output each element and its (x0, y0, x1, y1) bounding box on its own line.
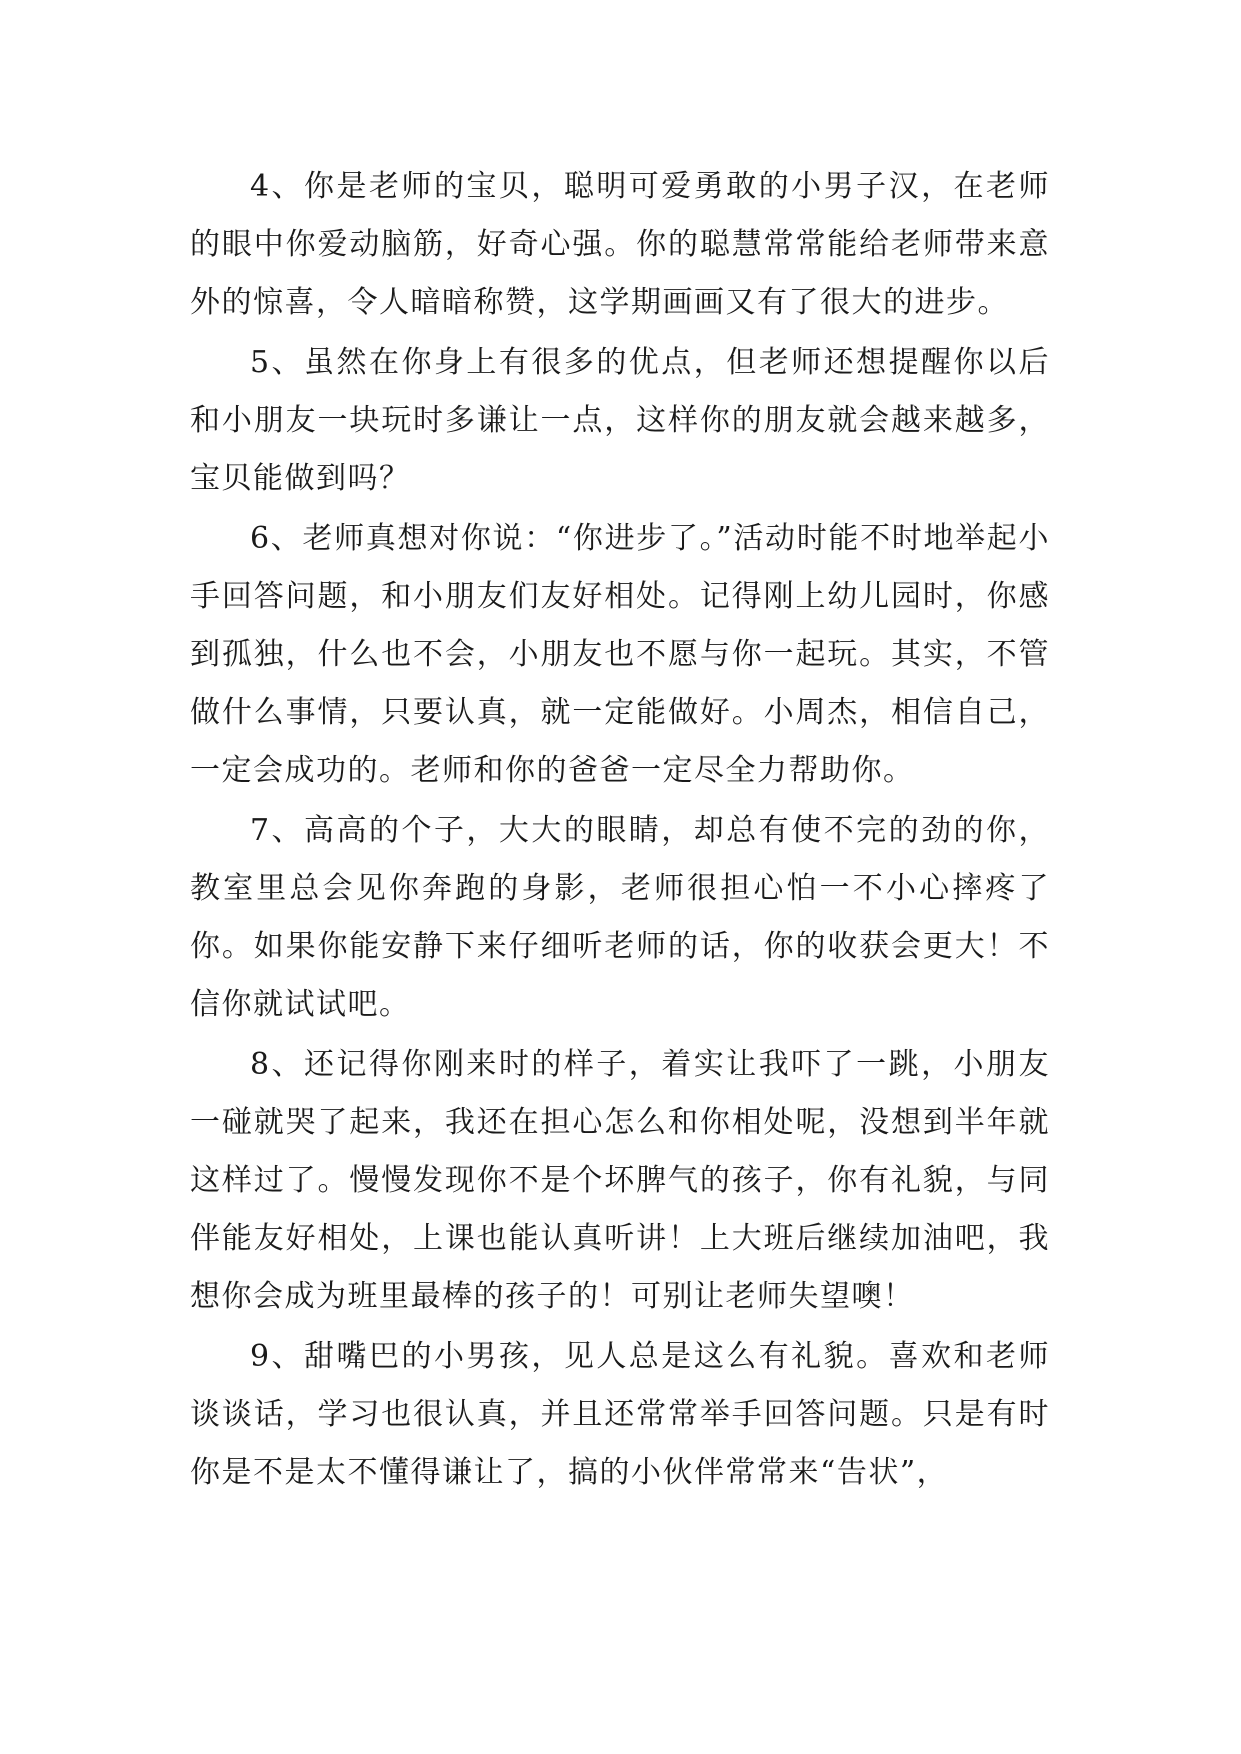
paragraph-6: 6、老师真想对你说：“你进步了。”活动时能不时地举起小手回答问题，和小朋友们友好相处。记得刚上幼儿园时，你感到孤独，什么也不会，小朋友也不愿与你一起玩。其实，不管做什么事情，只要认真，就一定能做好。小周杰，相信自己，一定会成功的。老师和你的爸爸一定尽全力帮助你。 (190, 521, 1050, 788)
paragraph-4: 4、你是老师的宝贝，聪明可爱勇敢的小男子汉，在老师的眼中你爱动脑筋，好奇心强。你的聪慧常常能给老师带来意外的惊喜，令人暗暗称赞，这学期画画又有了很大的进步。 (190, 169, 1050, 320)
paragraph-5: 5、虽然在你身上有很多的优点，但老师还想提醒你以后和小朋友一块玩时多谦让一点，这样你的朋友就会越来越多，宝贝能做到吗？ (190, 345, 1050, 496)
paragraph-7: 7、高高的个子，大大的眼睛，却总有使不完的劲的你，教室里总会见你奔跑的身影，老师很担心怕一不小心摔疼了你。如果你能安静下来仔细听老师的话，你的收获会更大！不信你就试试吧。 (190, 813, 1050, 1022)
paragraph-8: 8、还记得你刚来时的样子，着实让我吓了一跳，小朋友一碰就哭了起来，我还在担心怎么和你相处呢，没想到半年就这样过了。慢慢发现你不是个坏脾气的孩子，你有礼貌，与同伴能友好相处，上课也能认真听讲！上大班后继续加油吧，我想你会成为班里最棒的孩子的！可别让老师失望噢！ (190, 1047, 1050, 1314)
document-body (190, 158, 1050, 1504)
paragraph-9: 9、甜嘴巴的小男孩，见人总是这么有礼貌。喜欢和老师谈谈话，学习也很认真，并且还常常举手回答问题。只是有时你是不是太不懂得谦让了，搞的小伙伴常常来“告状”， (190, 1339, 1050, 1490)
